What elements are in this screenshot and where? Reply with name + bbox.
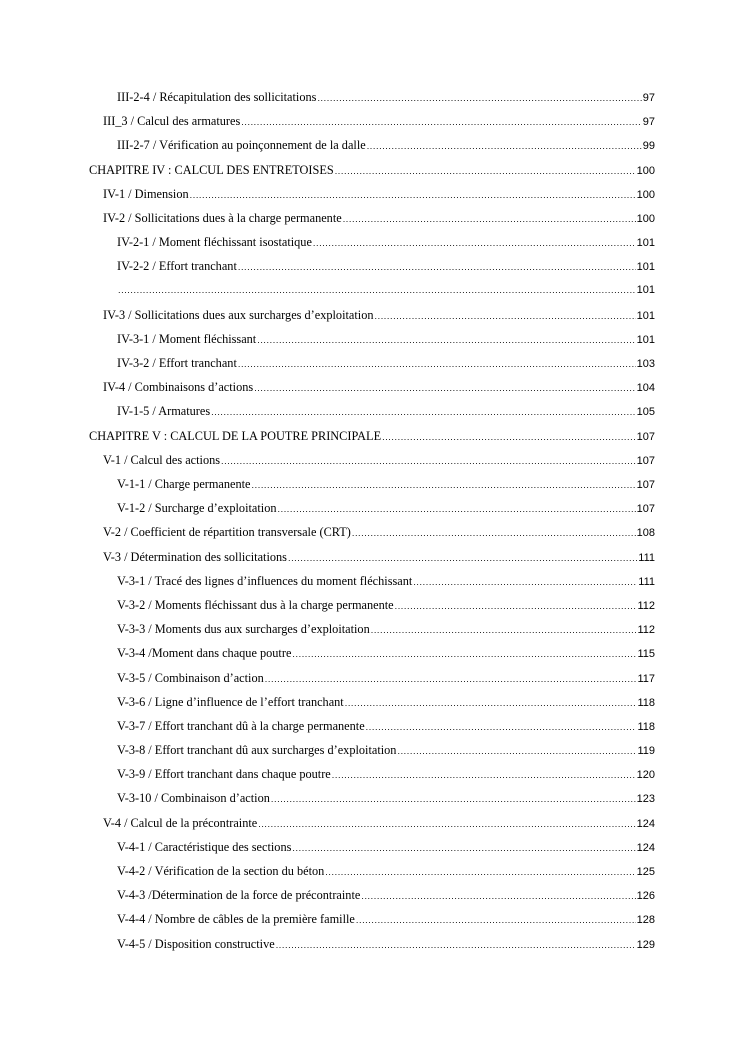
toc-entry-page: 101 <box>636 333 655 346</box>
toc-entry-title: V-3-7 / Effort tranchant dû à la charge permanente <box>117 718 365 733</box>
toc-entry-page: 125 <box>636 866 655 878</box>
toc-entry-page: 105 <box>636 406 655 419</box>
toc-entry-title: V-4-3 /Détermination de la force de précontrainte <box>117 888 361 903</box>
toc-dot-leader <box>238 355 636 369</box>
toc-entry-title: IV-4 / Combinaisons d’actions <box>103 380 254 395</box>
toc-entry-page: 118 <box>637 720 655 733</box>
toc-entry[interactable] <box>0 134 745 158</box>
toc-dot-leader <box>345 694 637 708</box>
toc-entry-title: V-3-4 /Moment dans chaque poutre <box>117 646 292 661</box>
toc-entry-title: V-3-1 / Tracé des lignes d’influences du moment fléchissant <box>117 573 413 588</box>
toc-entry[interactable] <box>0 618 745 642</box>
toc-entry-page: 128 <box>636 914 655 927</box>
toc-entry-title: IV-3 / Sollicitations dues aux surcharges d’exploitation <box>103 307 374 322</box>
toc-entry[interactable] <box>0 376 745 400</box>
toc-entry-page: 126 <box>636 890 655 903</box>
toc-entry[interactable] <box>0 159 745 183</box>
toc-entry-page: 108 <box>636 527 655 540</box>
toc-dot-leader <box>361 887 635 901</box>
toc-dot-leader <box>241 113 641 127</box>
toc-entry-page: 118 <box>637 696 655 709</box>
toc-dot-leader <box>118 281 636 295</box>
toc-entry-title: V-1-1 / Charge permanente <box>117 477 251 491</box>
toc-entry-title: V-4-5 / Disposition constructive <box>117 936 275 951</box>
toc-entry-title: V-4-4 / Nombre de câbles de la première famille <box>117 912 355 927</box>
toc-entry[interactable] <box>0 691 745 715</box>
toc-entry-title: IV-2 / Sollicitations dues à la charge permanente <box>103 210 342 225</box>
toc-entry-title: V-1 / Calcul des actions <box>103 452 221 467</box>
toc-entry-page: 120 <box>636 769 655 782</box>
toc-entry-title: V-4-2 / Vérification de la section du béton <box>117 864 325 878</box>
toc-entry-title: III-2-4 / Récapitulation des sollicitations <box>117 90 317 104</box>
toc-entry-title: IV-3-2 / Effort tranchant <box>117 356 237 371</box>
toc-entry[interactable] <box>0 425 745 449</box>
toc-entry-title: V-3-8 / Effort tranchant dû aux surcharges d’exploitation <box>117 743 397 758</box>
toc-entry-page: 104 <box>636 382 655 395</box>
toc-dot-leader <box>397 742 636 756</box>
toc-entry[interactable] <box>0 183 745 207</box>
toc-entry-title: V-4-1 / Caractéristique des sections <box>117 839 292 854</box>
toc-entry-page: 101 <box>636 237 655 250</box>
toc-dot-leader <box>252 476 636 490</box>
toc-entry[interactable] <box>0 836 745 860</box>
toc-entry-page: 123 <box>636 793 655 806</box>
toc-entry[interactable] <box>0 110 745 134</box>
toc-entry-page: 107 <box>636 503 655 516</box>
toc-entry-page: 103 <box>636 358 655 371</box>
toc-entry-title: V-3-6 / Ligne d’influence de l’effort tranchant <box>117 694 344 709</box>
toc-entry-page: 97 <box>642 116 655 129</box>
toc-entry-page: 129 <box>636 938 655 951</box>
toc-entry-page: 107 <box>636 454 655 467</box>
toc-entry-title: CHAPITRE IV : CALCUL DES ENTRETOISES <box>89 162 334 177</box>
toc-entry[interactable] <box>0 642 745 666</box>
toc-entry[interactable] <box>0 667 745 691</box>
toc-entry-page: 112 <box>637 599 655 612</box>
toc-entry-title: V-4 / Calcul de la précontrainte <box>103 815 258 830</box>
toc-entry[interactable] <box>0 497 745 521</box>
toc-entry-title: V-3-3 / Moments dus aux surcharges d’exploitation <box>117 622 370 637</box>
toc-dot-leader <box>332 766 636 780</box>
toc-entry[interactable] <box>0 86 745 110</box>
toc-dot-leader <box>343 210 636 224</box>
toc-entry[interactable] <box>0 884 745 908</box>
toc-entry-title: V-3-2 / Moments fléchissant dus à la charge permanente <box>117 597 394 612</box>
toc-dot-leader <box>367 137 642 151</box>
toc-dot-leader <box>335 162 636 176</box>
toc-dot-leader <box>325 863 635 877</box>
toc-entry[interactable] <box>0 231 745 255</box>
toc-dot-leader <box>395 597 637 611</box>
toc-entry[interactable] <box>0 739 745 763</box>
toc-entry-title: IV-2-1 / Moment fléchissant isostatique <box>117 235 312 250</box>
toc-entry-title: CHAPITRE V : CALCUL DE LA POUTRE PRINCIPALE <box>89 428 382 443</box>
toc-dot-leader <box>371 621 637 635</box>
toc-entry-page: 100 <box>636 164 655 177</box>
toc-entry-page: 97 <box>642 92 655 104</box>
toc-entry[interactable] <box>0 546 745 570</box>
toc-entry-title: IV-3-1 / Moment fléchissant <box>117 331 257 346</box>
table-of-contents <box>0 86 745 957</box>
toc-entry-title: IV-2-2 / Effort tranchant <box>117 259 237 274</box>
toc-entry[interactable] <box>0 812 745 836</box>
toc-entry-page: 99 <box>642 140 655 153</box>
toc-entry[interactable] <box>0 328 745 352</box>
toc-dot-leader <box>271 790 636 804</box>
toc-entry-page: 111 <box>638 575 655 588</box>
toc-dot-leader <box>317 89 641 103</box>
toc-entry-title: V-3-5 / Combinaison d’action <box>117 670 264 685</box>
toc-dot-leader <box>254 379 635 393</box>
toc-entry-page: 112 <box>637 624 655 637</box>
toc-entry[interactable] <box>0 473 745 497</box>
toc-entry-page: 101 <box>636 283 655 296</box>
toc-dot-leader <box>221 452 636 466</box>
toc-entry-page: 124 <box>636 841 655 854</box>
toc-dot-leader <box>292 645 636 659</box>
toc-entry[interactable] <box>0 860 745 884</box>
toc-dot-leader <box>257 331 635 345</box>
toc-entry[interactable] <box>0 763 745 787</box>
toc-entry[interactable] <box>0 908 745 932</box>
toc-entry[interactable] <box>0 400 745 424</box>
toc-entry-page: 101 <box>636 309 655 322</box>
toc-entry-page: 100 <box>636 188 655 201</box>
toc-entry-page: 101 <box>636 261 655 274</box>
toc-dot-leader <box>278 500 636 514</box>
toc-entry[interactable] <box>0 449 745 473</box>
toc-entry-title: IV-1-5 / Armatures <box>117 404 211 419</box>
toc-entry-title: III_3 / Calcul des armatures <box>103 114 241 129</box>
toc-entry[interactable] <box>0 304 745 328</box>
toc-entry-page: 115 <box>637 648 655 661</box>
toc-entry[interactable] <box>0 207 745 231</box>
toc-dot-leader <box>413 573 637 587</box>
toc-entry-page: 107 <box>636 430 655 443</box>
toc-entry[interactable] <box>0 352 745 376</box>
toc-entry[interactable] <box>0 715 745 739</box>
toc-dot-leader <box>382 428 636 442</box>
toc-dot-leader <box>313 234 636 248</box>
toc-dot-leader <box>190 186 636 200</box>
toc-entry[interactable] <box>0 255 745 279</box>
toc-entry-title: III-2-7 / Vérification au poinçonnement de la dalle <box>117 138 366 153</box>
toc-dot-leader <box>258 815 635 829</box>
toc-dot-leader <box>288 549 637 563</box>
toc-entry-title: V-2 / Coefficient de répartition transversale (CRT) <box>103 525 351 540</box>
toc-dot-leader <box>366 718 637 732</box>
toc-dot-leader <box>265 670 637 684</box>
toc-entry-page: 119 <box>637 745 655 758</box>
toc-entry-page: 100 <box>636 212 655 225</box>
toc-entry[interactable] <box>0 787 745 811</box>
toc-entry-title: V-3-10 / Combinaison d’action <box>117 791 270 806</box>
toc-entry-page: 117 <box>637 672 655 685</box>
toc-entry[interactable] <box>0 521 745 545</box>
toc-entry-title: V-3 / Détermination des sollicitations <box>103 549 287 564</box>
toc-entry-title: IV-1 / Dimension <box>103 186 189 201</box>
toc-entry-title: V-3-9 / Effort tranchant dans chaque poutre <box>117 767 331 782</box>
toc-dot-leader <box>292 839 635 853</box>
toc-entry-page: 107 <box>636 479 655 491</box>
toc-entry[interactable] <box>0 594 745 618</box>
toc-dot-leader <box>352 524 636 538</box>
toc-entry-page: 111 <box>638 551 655 564</box>
toc-entry[interactable] <box>0 933 745 957</box>
toc-entry-page: 124 <box>636 817 655 830</box>
toc-entry[interactable] <box>0 280 745 304</box>
toc-dot-leader <box>375 307 636 321</box>
toc-dot-leader <box>356 911 636 925</box>
toc-dot-leader <box>211 403 636 417</box>
toc-entry-title: V-1-2 / Surcharge d’exploitation <box>117 501 277 516</box>
toc-entry[interactable] <box>0 570 745 594</box>
toc-dot-leader <box>276 936 636 950</box>
toc-dot-leader <box>238 258 636 272</box>
